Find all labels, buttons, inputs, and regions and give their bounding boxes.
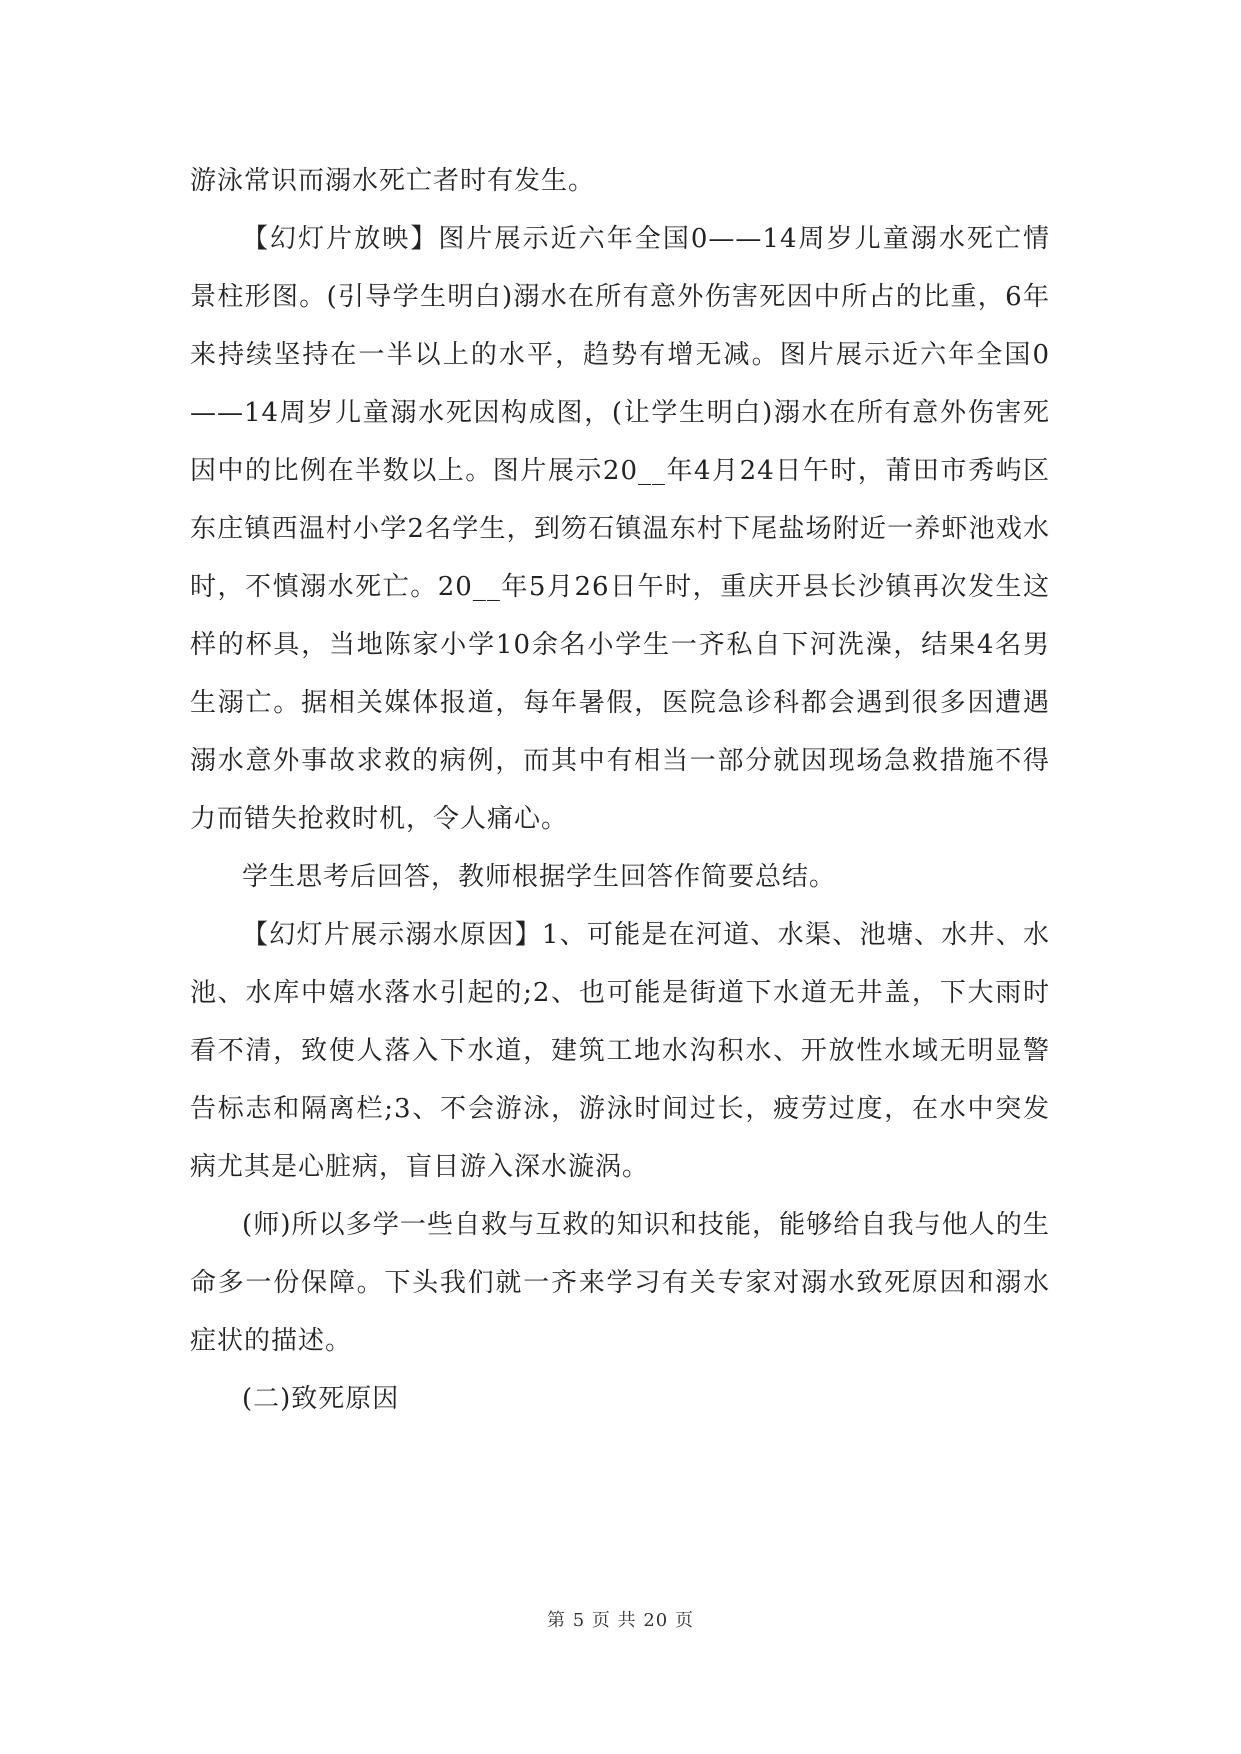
paragraph-teacher-note: (师)所以多学一些自救与互救的知识和技能，能够给自我与他人的生命多一份保障。下头我们就一齐来学习有关专家对溺水致死原因和溺水症状的描述。 [190,1210,1050,1356]
paragraph-slideshow: 【幻灯片放映】图片展示近六年全国0——14周岁儿童溺水死亡情景柱形图。(引导学生明白)溺水在所有意外伤害死因中所占的比重，6年来持续坚持在一半以上的水平，趋势有增无减。图片展示近六年全国0——14周岁儿童溺水死因构成图，(让学生明白)溺水在所有意外伤害死因中的比例在半数以上。图片展示20__年4月24日午时，莆田市秀屿区东庄镇西温村小学2名学生，到笏石镇温东村下尾盐场附近一养虾池戏水时，不慎溺水死亡。20__年5月26日午时，重庆开县长沙镇再次发生这样的杯具，当地陈家小学10余名小学生一齐私自下河洗澡，结果4名男生溺亡。据相关媒体报道，每年暑假，医院急诊科都会遇到很多因遭遇溺水意外事故求救的病例，而其中有相当一部分就因现场急救措施不得力而错失抢救时机，令人痛心。 [190,224,1050,834]
paragraph-drowning-causes: 【幻灯片展示溺水原因】1、可能是在河道、水渠、池塘、水井、水池、水库中嬉水落水引起的;2、也可能是街道下水道无井盖，下大雨时看不清，致使人落入下水道，建筑工地水沟积水、开放性水域无明显警告标志和隔离栏;3、不会游泳，游泳时间过长，疲劳过度，在水中突发病尤其是心脏病，盲目游入深水漩涡。 [190,920,1050,1182]
paragraph-continuation: 游泳常识而溺水死亡者时有发生。 [190,166,596,196]
document-body [190,152,1050,1428]
section-heading-fatal-causes: (二)致死原因 [242,1384,400,1414]
paragraph-student-answer: 学生思考后回答，教师根据学生回答作简要总结。 [242,862,837,892]
page-footer: 第 5 页 共 20 页 [547,1610,694,1631]
